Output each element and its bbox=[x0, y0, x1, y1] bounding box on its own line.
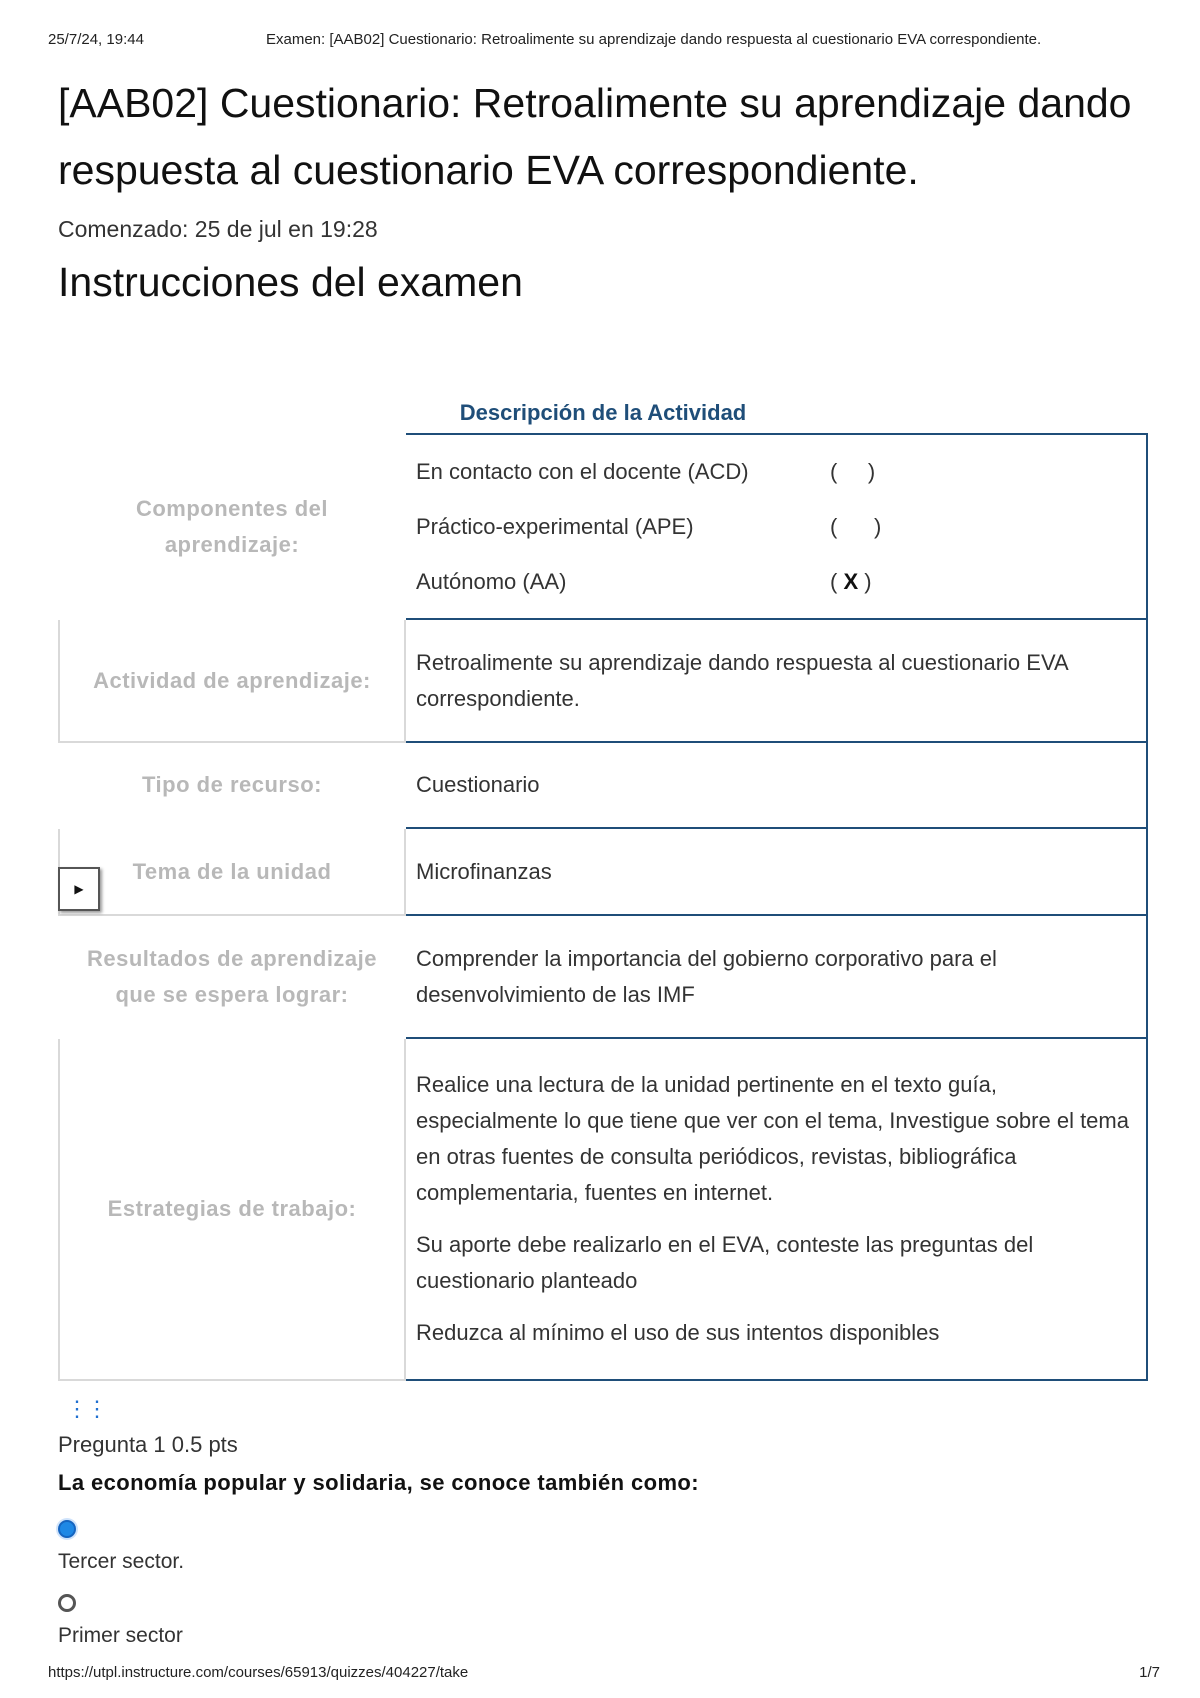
page-number: 1/7 bbox=[1139, 1664, 1160, 1681]
strategies-label: Estrategias de trabajo: bbox=[59, 1038, 405, 1380]
radio-selected-icon[interactable] bbox=[58, 1520, 76, 1538]
table-row bbox=[59, 434, 1147, 619]
component-name: En contacto con el docente (ACD) bbox=[416, 458, 749, 484]
answer-label[interactable]: Tercer sector. bbox=[58, 1550, 185, 1573]
activity-caption: Descripción de la Actividad bbox=[459, 400, 747, 425]
answer-option[interactable] bbox=[58, 1594, 183, 1648]
strategy-paragraph: Reduzca al mínimo el uso de sus intentos disponibles bbox=[416, 1320, 940, 1345]
drag-handle-icon[interactable]: ⋮⋮ bbox=[66, 1396, 106, 1421]
table-row bbox=[59, 1038, 1147, 1380]
activity-value: Retroalimente su aprendizaje dando respuesta al cuestionario EVA correspondiente. bbox=[405, 619, 1147, 742]
instructions-heading: Instrucciones del examen bbox=[58, 259, 523, 305]
page-title: [AAB02] Cuestionario: Retroalimente su aprendizaje dando respuesta al cuestionario EVA correspondiente. bbox=[58, 80, 1132, 193]
print-doc-title: Examen: [AAB02] Cuestionario: Retroalimente su aprendizaje dando respuesta al cuestionario EVA correspondiente. bbox=[266, 31, 1042, 48]
mark-open: ( bbox=[830, 568, 844, 594]
play-triangle-icon[interactable]: ▶ bbox=[58, 867, 100, 911]
strategies-value bbox=[405, 1038, 1147, 1380]
answer-label[interactable]: Primer sector bbox=[58, 1624, 183, 1647]
strategy-paragraph: Su aporte debe realizarlo en el EVA, conteste las preguntas del cuestionario planteado bbox=[416, 1232, 1034, 1293]
component-name: Práctico-experimental (APE) bbox=[416, 513, 694, 539]
activity-description-table bbox=[58, 433, 1148, 1381]
quiz-content bbox=[58, 70, 1148, 1647]
topic-label: Tema de la unidad bbox=[59, 828, 405, 915]
question-header: Pregunta 1 0.5 pts bbox=[58, 1432, 238, 1457]
print-footer bbox=[48, 1664, 1160, 1684]
table-row bbox=[59, 915, 1147, 1038]
component-item bbox=[416, 444, 1136, 499]
component-mark: ( ) bbox=[830, 513, 882, 539]
topic-value: Microfinanzas bbox=[405, 828, 1147, 915]
table-row bbox=[59, 619, 1147, 742]
results-value: Comprender la importancia del gobierno corporativo para el desenvolvimiento de las IMF bbox=[405, 915, 1147, 1038]
print-datetime: 25/7/24, 19:44 bbox=[48, 31, 144, 48]
strategy-paragraph: Realice una lectura de la unidad pertinente en el texto guía, especialmente lo que tiene que ver con el tema, Investigue sobre el tema en otras fuentes de consulta periódicos, revistas, bibliográfica complementaria, fuentes en internet. bbox=[416, 1072, 1129, 1205]
print-url: https://utpl.instructure.com/courses/65913/quizzes/404227/take bbox=[48, 1664, 469, 1681]
started-timestamp: Comenzado: 25 de jul en 19:28 bbox=[58, 216, 378, 242]
component-item bbox=[416, 554, 1136, 609]
mark-x: X bbox=[843, 568, 859, 594]
answer-option[interactable] bbox=[58, 1520, 184, 1574]
component-mark: ( ) bbox=[830, 458, 876, 484]
component-name: Autónomo (AA) bbox=[416, 568, 567, 594]
print-header bbox=[48, 31, 1160, 51]
components-label: Componentes del aprendizaje: bbox=[59, 434, 405, 619]
resource-value: Cuestionario bbox=[405, 742, 1147, 828]
component-mark bbox=[830, 564, 872, 600]
results-label: Resultados de aprendizaje que se espera lograr: bbox=[59, 915, 405, 1038]
question-text: La economía popular y solidaria, se conoce también como: bbox=[58, 1470, 699, 1495]
activity-label: Actividad de aprendizaje: bbox=[59, 619, 405, 742]
mark-close: ) bbox=[858, 568, 872, 594]
components-value bbox=[405, 434, 1147, 619]
component-item bbox=[416, 499, 1136, 554]
radio-unselected-icon[interactable] bbox=[58, 1594, 76, 1612]
resource-label: Tipo de recurso: bbox=[59, 742, 405, 828]
table-row bbox=[59, 742, 1147, 828]
table-row bbox=[59, 828, 1147, 915]
